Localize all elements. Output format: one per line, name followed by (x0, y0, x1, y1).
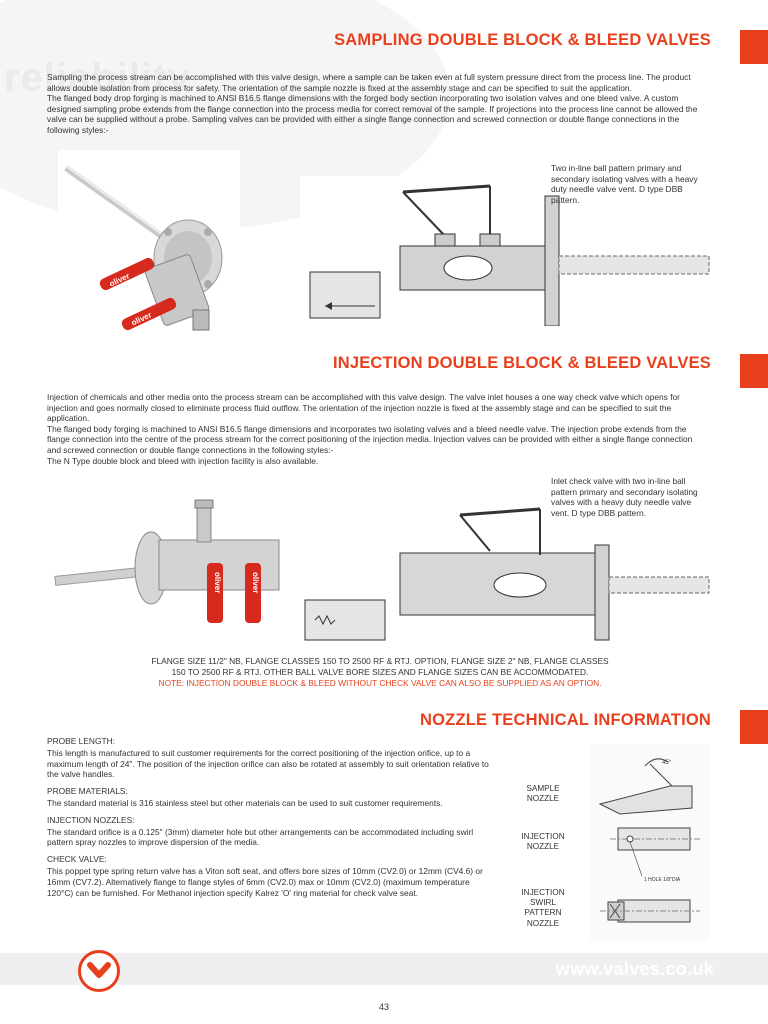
flange-note-line-2: 150 TO 2500 RF & RTJ. OTHER BALL VALVE BORE SIZES AND FLANGE SIZES CAN BE ACCOMMODATED. (171, 667, 589, 677)
label-sample-nozzle: SAMPLE NOZZLE (526, 784, 560, 804)
sampling-valve-photo (58, 150, 240, 348)
footer-url[interactable]: www.valves.co.uk (555, 959, 714, 979)
section-tab-nozzle (740, 710, 768, 744)
injection-para-1: Injection of chemicals and other media onto the process stream can be accomplished with this valve design. The valve inlet houses a one way check valve which opens for injection and goes normally closed to eliminate process fluid outflow. The orientation of the injection nozzle is fixed at the assembly stage and can be specified to suit the application. (47, 392, 680, 424)
label-injection-nozzle: INJECTION NOZZLE (521, 832, 565, 852)
company-logo (78, 950, 120, 992)
nozzle-text-4: This poppet type spring return valve has a Viton soft seat, and offers bore sizes of 10mm (CV2.0) or 12mm (CV4.6) or 16mm (CV7.2). Alternatively flange to flange styles of 6mm (CV2.0) max or 10mm (CV2.0) (maximum temperature 120°C) can be furnished. For Methanol injection specify Kalrez 'O' ring material for check valve seat. (47, 865, 483, 898)
sampling-photo-brand-2: oliver (129, 310, 154, 328)
page-number: 43 (378, 1002, 389, 1012)
sampling-photo-brand-1: oliver (107, 271, 132, 289)
sampling-para-1: Sampling the process stream can be accomplished with this valve design, where a sample can be taken even at full system pressure direct from the process line. The product allows double isolation from process for safety. The orientation of the sample nozzle is fixed at the assembly stage and can be specified to suit the application. (47, 72, 691, 93)
nozzle-heading-2: PROBE MATERIALS: (47, 786, 128, 797)
chevron-down-icon (81, 953, 117, 989)
sampling-description (47, 72, 707, 136)
angle-label: 45° (662, 760, 672, 766)
watermark-text: reliability (4, 56, 191, 100)
section-tab-sampling (740, 30, 768, 64)
nozzle-text-1: This length is manufactured to suit customer requirements for the correct positioning of the injection orifice, up to a maximum length of 24". The position of the injection orifice can also be rotated at assembly to suit orientation relative to the valve handles. (47, 747, 489, 780)
sampling-caption: Two in-line ball pattern primary and secondary isolating valves with a heavy duty needle valve vent. D type DBB pattern. (551, 163, 698, 205)
flange-note-red: NOTE: INJECTION DOUBLE BLOCK & BLEED WITHOUT CHECK VALVE CAN ALSO BE SUPPLIED AS AN OPTION. (158, 678, 602, 688)
injection-flange-note (110, 656, 650, 689)
nozzle-drawings (590, 744, 710, 940)
hole-label: 1 HOLE 1/8"DIA (644, 877, 681, 883)
injection-title: INJECTION DOUBLE BLOCK & BLEED VALVES (332, 354, 711, 372)
injection-para-2: The flanged body forging is machined to ANSI B16.5 flange dimensions and incorporates two isolating valves and a bleed needle valve. The injection probe extends from the flange connection into the centre of the process stream for the correct positioning of the injection media. Injection valves can be provided with either a single flange connection and screwed connection or double flange connections in the following styles:- (47, 423, 693, 455)
nozzle-text-2: The standard material is 316 stainless steel but other materials can be used to suit customer requirements. (47, 797, 443, 808)
section-tab-injection (740, 354, 768, 388)
injection-photo-brand-1: oliver (213, 572, 222, 594)
injection-description (47, 392, 707, 466)
flange-note-line-1: FLANGE SIZE 11/2" NB, FLANGE CLASSES 150 TO 2500 RF & RTJ. OPTION, FLANGE SIZE 2" NB, FLANGE CLASSES (151, 656, 609, 666)
nozzle-details (47, 734, 497, 898)
nozzle-heading-3: INJECTION NOZZLES: (47, 814, 135, 825)
sampling-para-2: The flanged body drop forging is machined to ANSI B16.5 flange dimensions with the forged body section incorporating two isolation valves and one bleed valve. A custom designed sampling probe extends from the flange connection into the process media for correct removal of the sample. If projections into the process line cannot be allowed the valve can be supplied without a probe. Sampling valves can be provided with either a single flange connection and screwed connection or double flange connections in the following styles:- (47, 93, 698, 135)
nozzle-text-3: The standard orifice is a 0.125" (3mm) diameter hole but other arrangements can be accommodated including swirl pattern spray nozzles to improve dispersion of the media. (47, 826, 474, 848)
nozzle-heading-1: PROBE LENGTH: (47, 736, 115, 746)
label-swirl-nozzle: INJECTION SWIRL PATTERN NOZZLE (521, 888, 565, 928)
injection-photo-brand-2: oliver (251, 572, 260, 594)
nozzle-title: NOZZLE TECHNICAL INFORMATION (420, 711, 711, 729)
nozzle-heading-4: CHECK VALVE: (47, 854, 107, 865)
injection-caption: Inlet check valve with two in-line ball pattern primary and secondary isolating valves with a heavy duty needle valve vent. D type DBB pattern. (551, 476, 698, 518)
injection-valve-photo (47, 488, 287, 643)
sampling-title: SAMPLING DOUBLE BLOCK & BLEED VALVES (334, 31, 711, 49)
injection-para-3: The N Type double block and bleed with injection facility is also available. (47, 455, 319, 466)
